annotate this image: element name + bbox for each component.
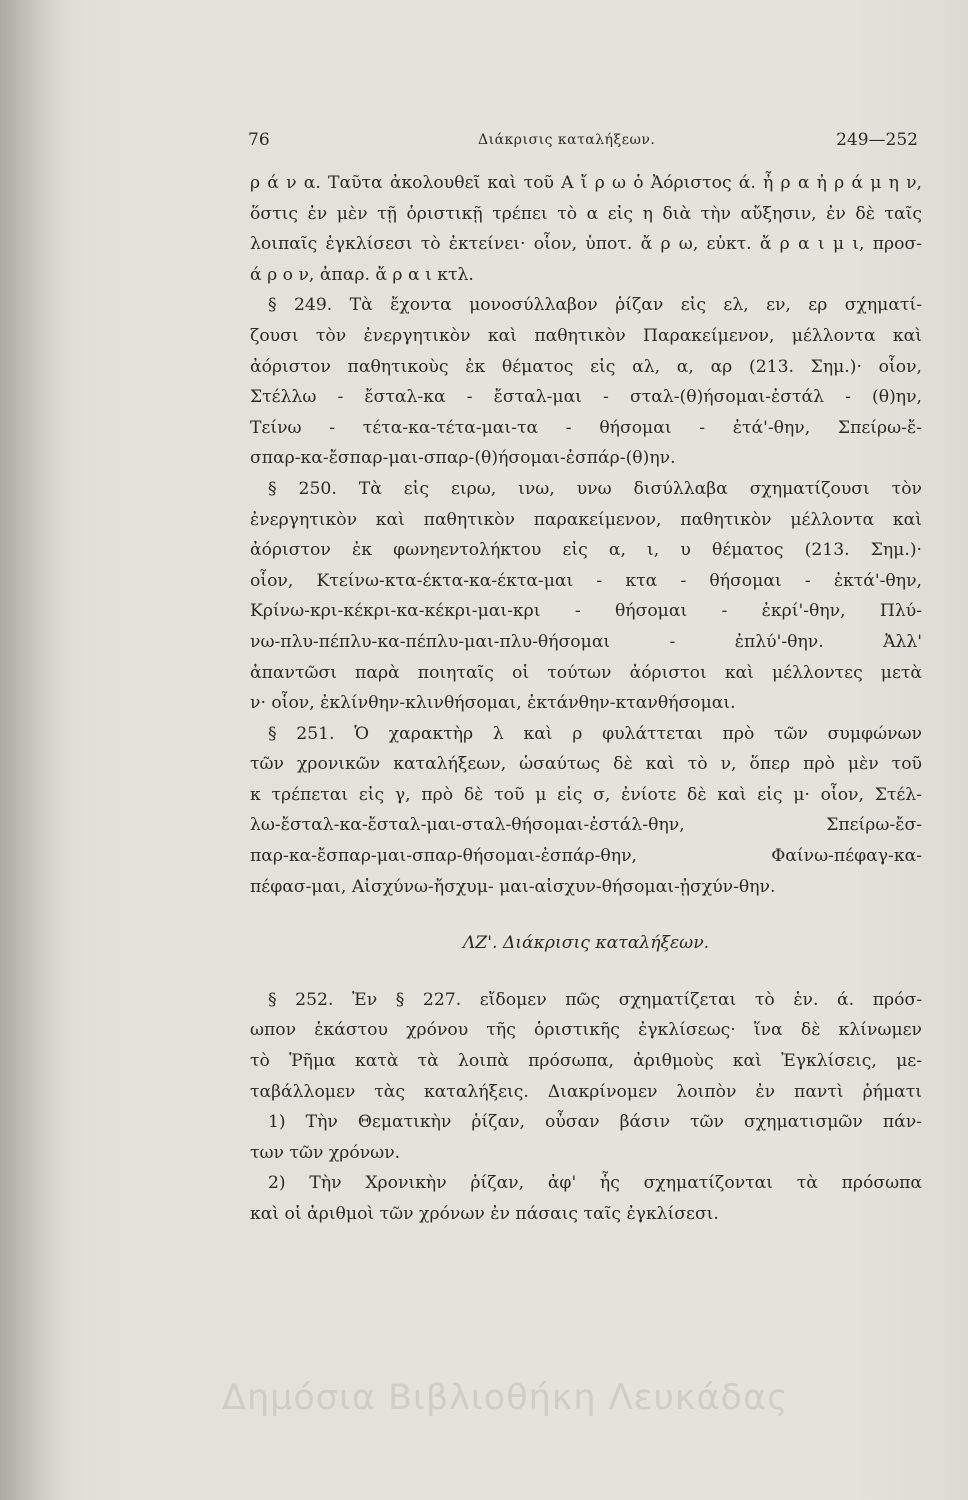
- running-title: Διάκρισις καταλήξεων.: [478, 132, 656, 148]
- text-line: ταβάλλομεν τὰς καταλήξεις. Διακρίνομεν λοιπὸν ἐν παντὶ ῥήματι: [250, 1081, 922, 1102]
- running-header: [248, 130, 918, 158]
- text-line: ἀόριστον παθητικοὺς ἐκ θέματος εἰς αλ, α, αρ (213. Σημ.)· οἷον,: [250, 356, 922, 377]
- text-line: ά ρ ο ν, ἀπαρ. ἄ ρ α ι κτλ.: [250, 264, 474, 285]
- text-line: ρ ά ν α. Ταῦτα ἀκολουθεῖ καὶ τοῦ Α ἴ ρ ω ὁ Ἀόριστος ά. ἦ ρ α ἠ ρ ά μ η ν,: [250, 173, 922, 193]
- text-line: ωπον ἑκάστου χρόνου τῆς ὁριστικῆς ἐγκλίσεως· ἵνα δὲ κλίνωμεν: [250, 1020, 922, 1041]
- text-line: κ τρέπεται εἰς γ, πρὸ δὲ τοῦ μ εἰς σ, ἐνίοτε δὲ καὶ εἰς μ· οἷον, Στέλ-: [250, 784, 922, 805]
- text-line: παρ-κα-ἔσπαρ-μαι-σπαρ-θήσομαι-ἐσπάρ-θην, Φαίνω-πέφαγ-κα-: [250, 846, 922, 867]
- text-line: ἐνεργητικὸν καὶ παθητικὸν παρακείμενον, παθητικὸν μέλλοντα καὶ: [250, 509, 922, 530]
- text-line: οἷον, Κτείνω-κτα-έκτα-κα-έκτα-μαι - κτα - θήσομαι - ἐκτά'-θην,: [250, 570, 922, 591]
- text-line: σπαρ-κα-ἔσπαρ-μαι-σπαρ-(θ)ήσομαι-ἐσπάρ-(θ)ην.: [250, 448, 676, 469]
- section-250-line: § 250. Τὰ εἰς ειρω, ινω, υνω δισύλλαβα σχηματίζουσι τὸν: [268, 478, 922, 499]
- section-249-line: § 249. Τὰ ἔχοντα μονοσύλλαβον ῥίζαν εἰς ελ, εν, ερ σχηματί-: [268, 295, 922, 316]
- text-line: Στέλλω - ἔσταλ-κα - ἔσταλ-μαι - σταλ-(θ)ήσομαι-ἐστάλ - (θ)ην,: [250, 387, 922, 408]
- text-line: λω-ἔσταλ-κα-ἔσταλ-μαι-σταλ-θήσομαι-ἐστάλ-θην, Σπείρω-ἔσ-: [250, 815, 922, 836]
- section-252-line: § 252. Ἐν § 227. εἴδομεν πῶς σχηματίζεται τὸ ἑν. ά. πρόσ-: [268, 989, 922, 1010]
- text-line: νω-πλυ-πέπλυ-κα-πέπλυ-μαι-πλυ-θήσομαι - ἐπλύ'-θην. Ἀλλ': [250, 631, 922, 652]
- library-watermark: Δημόσια Βιβλιοθήκη Λευκάδας: [222, 1378, 789, 1418]
- page-number: 76: [248, 130, 270, 150]
- section-range: 249—252: [836, 130, 918, 150]
- text-line: ζουσι τὸν ἐνεργητικὸν καὶ παθητικὸν Παρακείμενον, μέλλοντα καὶ: [250, 325, 922, 346]
- text-line: πέφασ-μαι, Αἰσχύνω-ἤσχυμ- μαι-αἰσχυν-θήσομαι-ᾐσχύν-θην.: [250, 876, 776, 897]
- list-item-2: 2) Τὴν Χρονικὴν ῥίζαν, ἀφ' ἧς σχηματίζονται τὰ πρόσωπα: [268, 1173, 922, 1194]
- text-line: λοιπαῖς ἐγκλίσεσι τὸ ἐκτείνει· οἷον, ὑποτ. ἄ ρ ω, εὐκτ. ἄ ρ α ι μ ι, προσ-: [250, 234, 922, 255]
- text-line: ὅστις ἐν μὲν τῇ ὁριστικῇ τρέπει τὸ α εἰς η διὰ τὴν αὔξησιν, ἐν δὲ ταῖς: [250, 203, 922, 224]
- text-line: τῶν χρονικῶν καταλήξεων, ὡσαύτως δὲ καὶ τὸ ν, ὅπερ πρὸ μὲν τοῦ: [250, 754, 922, 775]
- binding-shadow: [0, 0, 70, 1500]
- text-line: των τῶν χρόνων.: [250, 1142, 401, 1163]
- text-line: ἀόριστον ἐκ φωνηεντολήκτου εἰς α, ι, υ θέματος (213. Σημ.)·: [250, 540, 922, 561]
- list-item-1: 1) Τὴν Θεματικὴν ῥίζαν, οὖσαν βάσιν τῶν σχηματισμῶν πάν-: [268, 1112, 922, 1133]
- text-line: ἀπαντῶσι παρὰ ποιηταῖς οἱ τούτων ἀόριστοι καὶ μέλλοντες μετὰ: [250, 662, 922, 683]
- text-line: τὸ Ῥῆμα κατὰ τὰ λοιπὰ πρόσωπα, ἀριθμοὺς καὶ Ἐγκλίσεις, με-: [250, 1051, 922, 1072]
- chapter-heading: ΛΖ'. Διάκρισις καταλήξεων.: [462, 933, 710, 954]
- text-line: Κρίνω-κρι-κέκρι-κα-κέκρι-μαι-κρι - θήσομαι - ἐκρί'-θην, Πλύ-: [250, 601, 922, 622]
- section-251-line: § 251. Ὁ χαρακτὴρ λ καὶ ρ φυλάττεται πρὸ τῶν συμφώνων: [268, 723, 922, 744]
- body-text: [250, 168, 922, 1230]
- text-line: Τείνω - τέτα-κα-τέτα-μαι-τα - θήσομαι - ἐτά'-θην, Σπείρω-ἔ-: [250, 417, 922, 438]
- text-line: ν· οἷον, ἐκλίνθην-κλινθήσομαι, ἐκτάνθην-κτανθήσομαι.: [250, 693, 736, 714]
- spacer: [250, 959, 922, 985]
- spacer: [250, 902, 922, 928]
- text-line: καὶ οἱ ἀριθμοὶ τῶν χρόνων ἐν πάσαις ταῖς ἐγκλίσεσι.: [250, 1204, 719, 1224]
